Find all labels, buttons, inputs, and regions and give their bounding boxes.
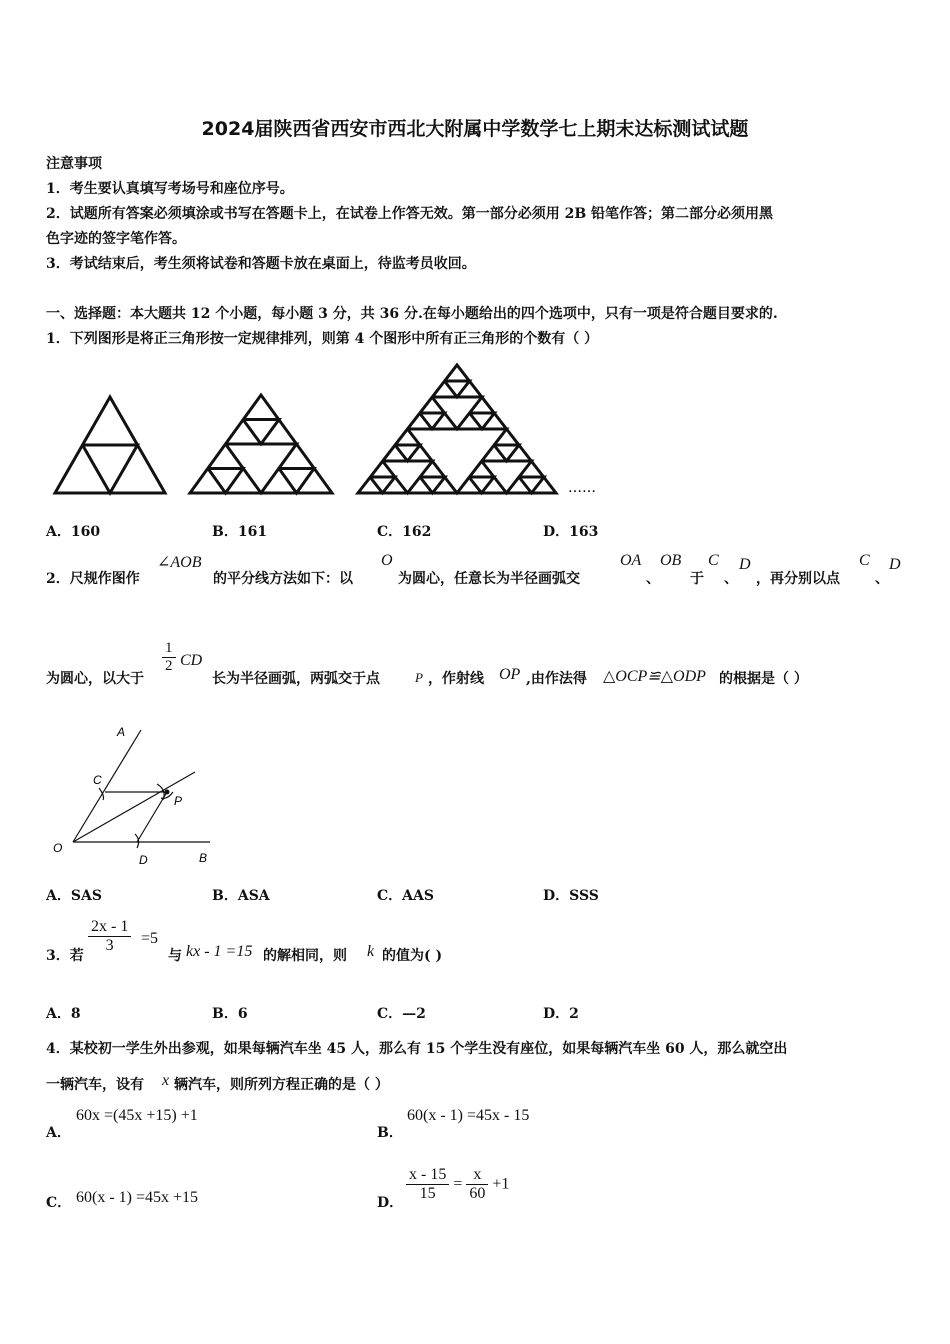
q4-d-den: 15 [419,1185,436,1202]
q2-sep: 、 [724,571,738,587]
q4-d-tail: +1 [492,1175,510,1193]
page-title: 2024届陕西省西安市西北大附属中学数学七上期末达标测试试题 [201,118,749,140]
q4-d-eq: = [453,1175,463,1193]
q2-text: 的根据是（ ） [719,671,808,687]
q2-text: 的平分线方法如下：以 [213,571,353,587]
q2-text: 2．尺规作图作 [46,571,140,587]
q2-text: ,由作法得 [526,671,587,687]
q2-point-c: C [708,552,719,569]
note-item: 2．试题所有答案必须填涂或书写在答题卡上，在试卷上作答无效。第一部分必须用 2B 铅笔作答；第二部分必须用黑 [46,206,774,222]
q3-option-a: A．8 [46,1006,81,1022]
q1-triangle-figures [40,355,620,505]
q1-ellipsis: …… [568,480,596,496]
triangle-fig-3 [358,365,556,493]
q3-option-b: B．6 [212,1006,248,1022]
fig-label-b: B [199,851,208,865]
notes-heading: 注意事项 [46,156,102,172]
q4-d-den2: 60 [469,1185,486,1202]
q3-eq2: kx - 1 =15 [186,943,253,960]
q3-text: 与 [168,948,182,964]
q4-stem: 辆汽车，则所列方程正确的是（ ） [174,1077,389,1093]
q2-option-a: A．SAS [46,888,102,904]
q3-text: 3．若 [46,948,84,964]
q4-stem: 一辆汽车，设有 [46,1077,144,1093]
q3-eq1: =5 [141,930,159,947]
q3-option-c: C．—2 [377,1006,426,1022]
q2-oa: OA [620,552,642,569]
fig-label-a: A [117,725,126,739]
q3-frac-den: 3 [105,937,114,954]
q2-frac-den: 2 [165,658,173,674]
q4-option-c: C． [46,1195,72,1211]
q4-eq-c: 60(x - 1) =45x +15 [76,1189,199,1206]
q2-sep: 、 [646,571,660,587]
q2-point-d: D [739,556,751,573]
q4-eq-a: 60x =(45x +15) +1 [76,1107,198,1124]
fig-label-d: D [139,853,148,867]
q2-point-d: D [889,556,901,573]
q1-option-a: A．160 [46,524,101,540]
q2-congruence: △OCP≌△ODP [603,668,706,685]
q2-text: ，再分别以点 [756,571,840,587]
section-heading: 一、选择题：本大题共 12 个小题，每小题 3 分，共 36 分.在每小题给出的四个选项中，只有一项是符合题目要求的. [46,306,778,322]
q4-option-a: A． [46,1125,71,1141]
q3-text: 的值为( ) [382,948,443,964]
note-item: 3．考试结束后，考生须将试卷和答题卡放在桌面上，待监考员收回。 [46,256,476,272]
q1-option-d: D．163 [543,524,599,540]
q3-k: k [367,943,375,960]
q2-text: 于 [690,571,704,587]
triangle-fig-2 [190,395,332,493]
q2-sep: 、 [875,571,889,587]
q2-point-c: C [859,552,870,569]
q1-option-b: B．161 [212,524,268,540]
q2-fraction [162,640,176,675]
q3-fraction [88,918,131,955]
q2-angle: ∠AOB [157,554,202,571]
q2-frac-num: 1 [162,640,176,658]
fig-label-p: P [174,794,183,808]
q3-text: 的解相同，则 [263,948,347,964]
q2-option-c: C．AAS [377,888,434,904]
fig-label-o: O [53,841,63,855]
fig-label-c: C [93,773,102,787]
q2-cd: CD [180,652,203,669]
q3-option-d: D．2 [543,1006,579,1022]
q4-eq-d [406,1166,509,1203]
q4-option-d: D． [377,1195,404,1211]
q2-text: 长为半径画弧，两弧交于点 [212,671,380,687]
q2-option-b: B．ASA [212,888,270,904]
q4-option-b: B． [377,1125,403,1141]
q1-option-c: C．162 [377,524,432,540]
q4-stem: 4．某校初一学生外出参观，如果每辆汽车坐 45 人，那么有 15 个学生没有座位，如果每辆汽车坐 60 人，那么就空出 [46,1041,788,1057]
q4-eq-b: 60(x - 1) =45x - 15 [407,1107,530,1124]
q1-stem: 1．下列图形是将正三角形按一定规律排列，则第 4 个图形中所有正三角形的个数有（ ） [46,331,599,347]
q4-x: x [162,1072,170,1089]
note-item: 1．考生要认真填写考场号和座位序号。 [46,181,294,197]
q2-point-o: O [381,552,393,569]
q2-text: ，作射线 [428,671,484,687]
q2-construction-figure [45,722,225,870]
q2-text: 为圆心，以大于 [46,671,144,687]
q4-d-num: x - 15 [406,1166,449,1185]
q2-text: 为圆心，任意长为半径画弧交 [398,571,580,587]
q2-option-d: D．SSS [543,888,599,904]
note-item: 色字迹的签字笔作答。 [46,231,186,247]
q2-op: OP [499,666,521,683]
q2-point-p: P [415,670,423,685]
q4-d-num2: x [466,1166,488,1185]
q3-frac-num: 2x - 1 [88,918,131,937]
q2-ob: OB [660,552,682,569]
